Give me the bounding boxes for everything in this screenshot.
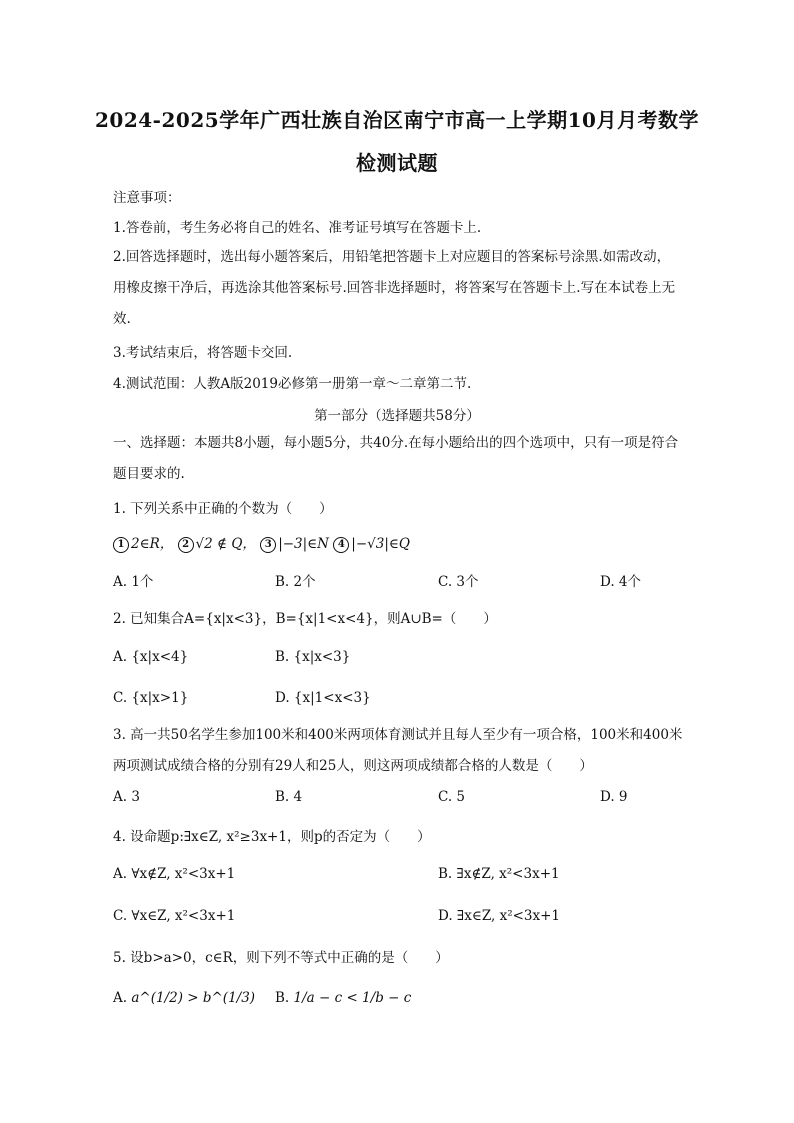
- q1-statement-4: |−√3|∈Q: [351, 536, 410, 552]
- circle-number: 1: [113, 537, 129, 553]
- q2-option-b: B. {x|x<3}: [275, 649, 351, 665]
- q2-stem: 2. 已知集合A={x|x<3}，B={x|1<x<4}，则A∪B=（ ）: [113, 611, 497, 627]
- notice-heading: 注意事项：: [113, 190, 181, 206]
- q1-option-d: D. 4个: [600, 574, 642, 590]
- exam-title-line2: 检测试题: [356, 151, 438, 175]
- q5-stem: 5. 设b>a>0，c∈R，则下列不等式中正确的是（ ）: [113, 950, 449, 966]
- notice-item-1: 1.答卷前，考生务必将自己的姓名、准考证号填写在答题卡上.: [113, 220, 482, 236]
- q4-option-b: B. ∃x∉Z, x²<3x+1: [438, 866, 560, 882]
- q2-option-d: D. {x|1<x<3}: [275, 690, 371, 706]
- part-heading: 第一部分（选择题共58分）: [314, 408, 480, 424]
- q1-option-b: B. 2个: [275, 574, 316, 590]
- q4-option-a: A. ∀x∉Z, x²<3x+1: [113, 866, 236, 882]
- q3-option-a: A. 3: [113, 789, 140, 805]
- q5-option-b: [275, 990, 411, 1006]
- exam-title-line1: 2024-2025学年广西壮族自治区南宁市高一上学期10月月考数学: [95, 108, 699, 132]
- circle-number: 2: [178, 537, 194, 553]
- q1-statement-3: |−3|∈N: [278, 536, 329, 552]
- q4-stem: 4. 设命题p:∃x∈Z, x²≥3x+1，则p的否定为（ ）: [113, 829, 431, 845]
- notice-item-2: 2.回答选择题时，选出每小题答案后，用铅笔把答题卡上对应题目的答案标号涂黑.如需改动，用橡皮擦干净后，再选涂其他答案标号.回答非选择题时，将答案写在答题卡上.写在本试卷上无效.: [113, 249, 676, 327]
- q5-option-a: [113, 990, 255, 1006]
- q5-option-b-label: B.: [275, 990, 290, 1006]
- q3-stem: 3. 高一共50名学生参加100米和400米两项体育测试并且每人至少有一项合格，100米和400米两项测试成绩合格的分别有29人和25人，则这两项成绩都合格的人数是（ ）: [113, 727, 683, 774]
- q3-option-b: B. 4: [275, 789, 303, 805]
- q3-option-d: D. 9: [600, 789, 628, 805]
- section-heading: 一、选择题：本题共8小题，每小题5分，共40分.在每小题给出的四个选项中，只有一项是符合题目要求的.: [113, 435, 679, 482]
- q1-statement-1: 2∈R，: [131, 536, 174, 552]
- q1-statement-2: √2 ∉ Q，: [195, 536, 256, 552]
- q1-option-a: A. 1个: [113, 574, 154, 590]
- q5-option-b-expr: 1/a − c < 1/b − c: [293, 990, 412, 1006]
- q4-option-d: D. ∃x∈Z, x²<3x+1: [438, 908, 561, 924]
- q2-option-c: C. {x|x>1}: [113, 690, 189, 706]
- q1-stem: 1. 下列关系中正确的个数为（ ）: [113, 501, 333, 517]
- q1-option-c: C. 3个: [438, 574, 479, 590]
- q4-option-c: C. ∀x∈Z, x²<3x+1: [113, 908, 236, 924]
- q3-option-c: C. 5: [438, 789, 466, 805]
- notice-item-4: 4.测试范围：人教A版2019必修第一册第一章～二章第二节.: [113, 376, 472, 392]
- circle-number: 4: [333, 537, 349, 553]
- q2-option-a: A. {x|x<4}: [113, 649, 189, 665]
- notice-item-3: 3.考试结束后，将答题卡交回.: [113, 345, 293, 361]
- q5-option-a-label: A.: [113, 990, 128, 1006]
- circle-number: 3: [260, 537, 276, 553]
- q1-statements: [113, 532, 410, 553]
- q5-option-a-expr: a^(1/2) > b^(1/3): [131, 990, 256, 1006]
